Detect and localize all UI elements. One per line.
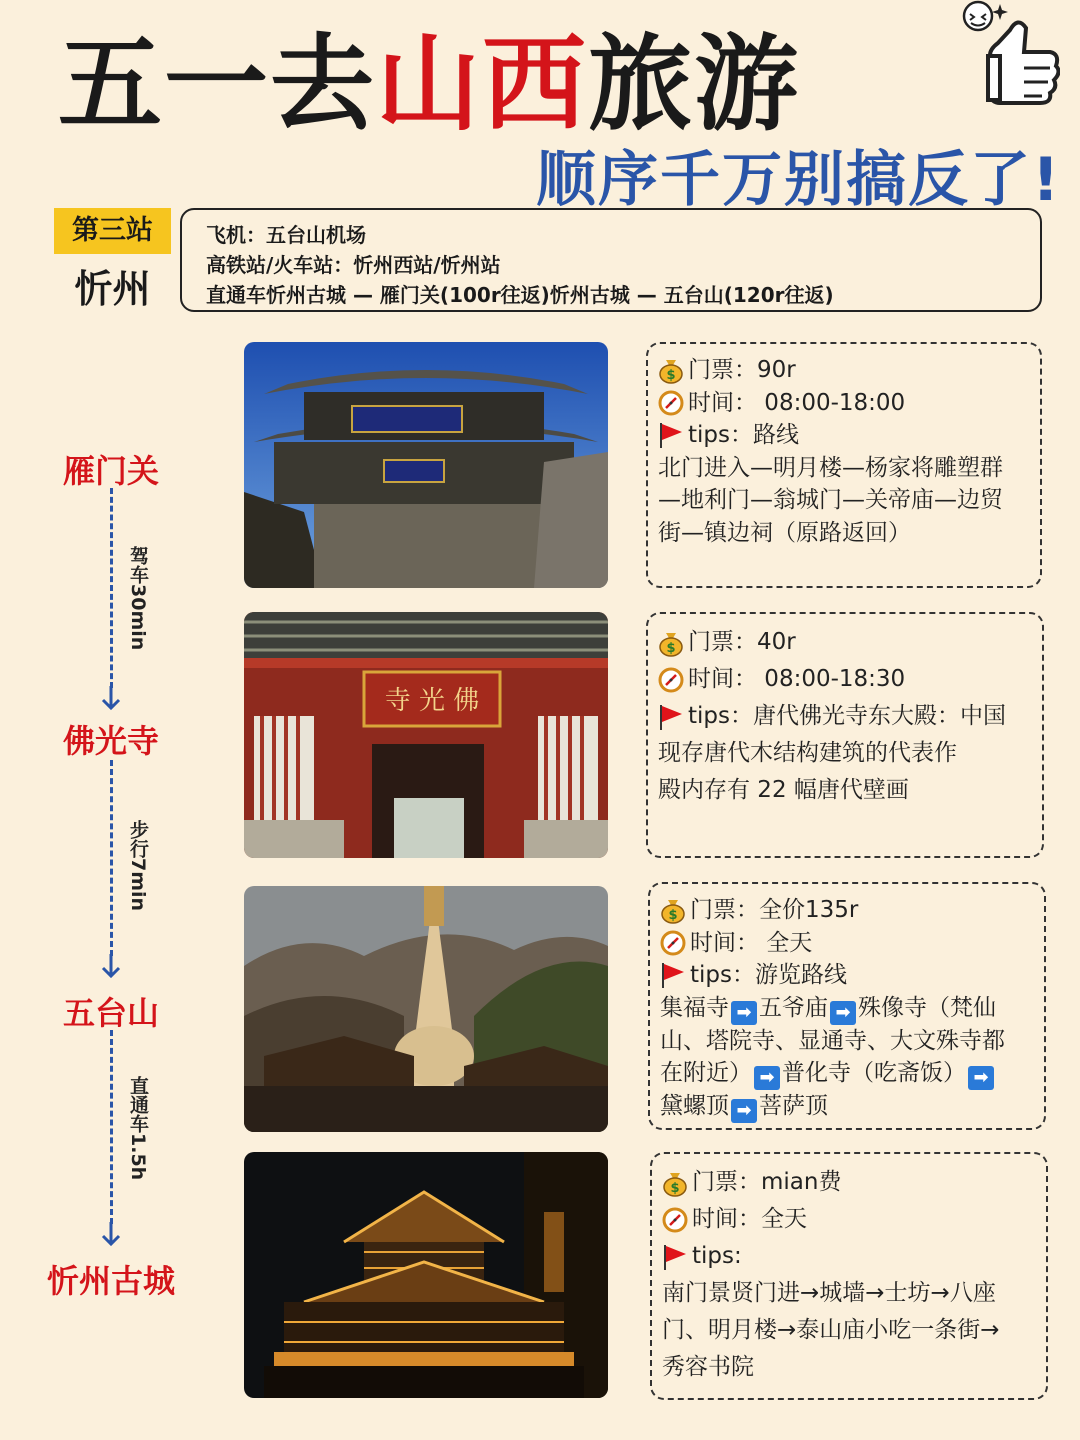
- svg-text:$: $: [666, 640, 676, 656]
- svg-text:$: $: [666, 368, 676, 384]
- svg-text:寺 光 佛: 寺 光 佛: [384, 686, 480, 716]
- thumbs-up-icon: [960, 0, 1060, 118]
- opening-hours: 时间： 全天: [690, 929, 813, 956]
- red-flag-icon: [660, 961, 686, 989]
- route-stop: 五爷庙: [759, 994, 828, 1021]
- info-card-yanmenguan: [646, 342, 1042, 588]
- ticket-price: 门票：全价135r: [690, 897, 859, 923]
- compass-icon: [662, 1206, 688, 1234]
- compass-icon: [658, 389, 684, 417]
- leg-drive-30min: 驾车30min: [127, 546, 149, 651]
- tips-line: 秀容书院: [662, 1354, 754, 1380]
- ticket-price: 门票：90r: [688, 357, 796, 383]
- tips-line: —地利门—翁城门—关帝庙—边贸: [658, 487, 1003, 513]
- tips-label: tips:: [692, 1243, 742, 1269]
- tips-label: tips：路线: [688, 422, 799, 448]
- svg-text:$: $: [670, 1180, 680, 1196]
- route-line: 山、塔院寺、显通寺、大文殊寺都: [660, 1027, 1005, 1054]
- route-stop: 菩萨顶: [759, 1093, 828, 1119]
- red-flag-icon: [662, 1243, 688, 1271]
- money-bag-icon: [658, 629, 684, 657]
- tips-line: 门、明月楼→泰山庙小吃一条街→: [662, 1317, 1000, 1343]
- tips-line: 殿内存有 22 幅唐代壁画: [658, 777, 909, 803]
- photo-foguangsi-gate: [244, 612, 608, 858]
- station-badge: 第三站: [54, 208, 171, 254]
- transport-info-box: [180, 208, 1042, 312]
- compass-icon: [658, 666, 684, 694]
- time-row: [658, 387, 1030, 420]
- title-part1: 五一去: [58, 23, 377, 145]
- timeline-dash: [110, 760, 113, 956]
- page-title: [58, 22, 800, 147]
- red-flag-icon: [658, 421, 684, 449]
- right-arrow-icon: ➡: [830, 1001, 856, 1025]
- time-row: [660, 927, 1034, 960]
- tips-row: [658, 698, 1032, 735]
- opening-hours: 时间： 08:00-18:00: [688, 389, 906, 416]
- money-bag-icon: [660, 896, 686, 924]
- ticket-row: [660, 894, 1034, 927]
- photo-xinzhou-old-town-night: [244, 1152, 608, 1398]
- tips-line: 北门进入—明月楼—杨家将雕塑群: [658, 454, 1003, 481]
- title-part2: 旅游: [588, 23, 801, 145]
- stop-wutaishan: 五台山: [62, 994, 159, 1032]
- compass-icon: [660, 929, 686, 957]
- ticket-row: [662, 1164, 1036, 1201]
- transport-shuttle: 直通车忻州古城 — 雁门关(100r往返)忻州古城 — 五台山(120r往返): [206, 283, 834, 307]
- money-bag-icon: [658, 356, 684, 384]
- stop-foguangsi: 佛光寺: [62, 722, 159, 760]
- tips-line: 现存唐代木结构建筑的代表作: [658, 740, 957, 766]
- timeline-dash: [110, 488, 113, 688]
- right-arrow-icon: ➡: [731, 1001, 757, 1025]
- ticket-row: [658, 354, 1030, 387]
- station-city: 忻州: [74, 267, 151, 311]
- svg-text:$: $: [668, 908, 678, 924]
- photo-yanmenguan-gate-tower: [244, 342, 608, 588]
- money-bag-icon: [662, 1169, 688, 1197]
- route-stop: 普化寺（吃斋饭）: [782, 1060, 966, 1086]
- right-arrow-icon: ➡: [754, 1066, 780, 1090]
- stop-yanmenguan: 雁门关: [62, 452, 159, 490]
- transport-flight: 飞机：五台山机场: [206, 223, 366, 247]
- tips-label: tips：游览路线: [690, 962, 847, 988]
- route-stop: 集福寺: [660, 994, 729, 1021]
- arrow-down-icon: [101, 1222, 121, 1248]
- leg-shuttle-1-5h: 直通车1.5h: [127, 1076, 149, 1181]
- time-row: [662, 1201, 1036, 1238]
- title-highlight: 山西: [376, 23, 589, 145]
- tips-row: [662, 1238, 1036, 1275]
- route-line: [660, 1090, 1034, 1123]
- page-subtitle: 顺序千万别搞反了!: [536, 145, 1062, 215]
- time-row: [658, 661, 1032, 698]
- tips-label: tips：唐代佛光寺东大殿：中国: [688, 703, 1006, 729]
- route-stop: 在附近）: [660, 1060, 752, 1086]
- route-stop: 殊像寺（梵仙: [858, 994, 996, 1021]
- arrow-down-icon: [101, 686, 121, 712]
- ticket-price: 门票：40r: [688, 629, 796, 655]
- info-card-foguangsi: [646, 612, 1044, 858]
- right-arrow-icon: ➡: [731, 1099, 757, 1123]
- route-line: [660, 1057, 1034, 1090]
- transport-train: 高铁站/火车站：忻州西站/忻州站: [206, 253, 501, 277]
- ticket-price: 门票：mian费: [692, 1169, 842, 1195]
- tips-row: [658, 419, 1030, 452]
- opening-hours: 时间： 08:00-18:30: [688, 666, 906, 692]
- photo-wutaishan-white-pagoda: [244, 886, 608, 1132]
- leg-walk-7min: 步行7min: [127, 820, 149, 912]
- timeline-dash: [110, 1030, 113, 1224]
- info-card-wutaishan: [648, 882, 1046, 1130]
- arrow-down-icon: [101, 954, 121, 980]
- route-line: [660, 992, 1034, 1025]
- red-flag-icon: [658, 703, 684, 731]
- ticket-row: [658, 624, 1032, 661]
- right-arrow-icon: ➡: [968, 1066, 994, 1090]
- tips-line: 南门景贤门进→城墙→士坊→八座: [662, 1280, 996, 1306]
- opening-hours: 时间：全天: [692, 1206, 807, 1232]
- stop-xinzhou-old-town: 忻州古城: [46, 1262, 175, 1300]
- route-stop: 黛螺顶: [660, 1093, 729, 1119]
- info-card-xinzhou-old-town: [650, 1152, 1048, 1400]
- tips-line: 街—镇边祠（原路返回）: [658, 519, 911, 546]
- tips-row: [660, 959, 1034, 992]
